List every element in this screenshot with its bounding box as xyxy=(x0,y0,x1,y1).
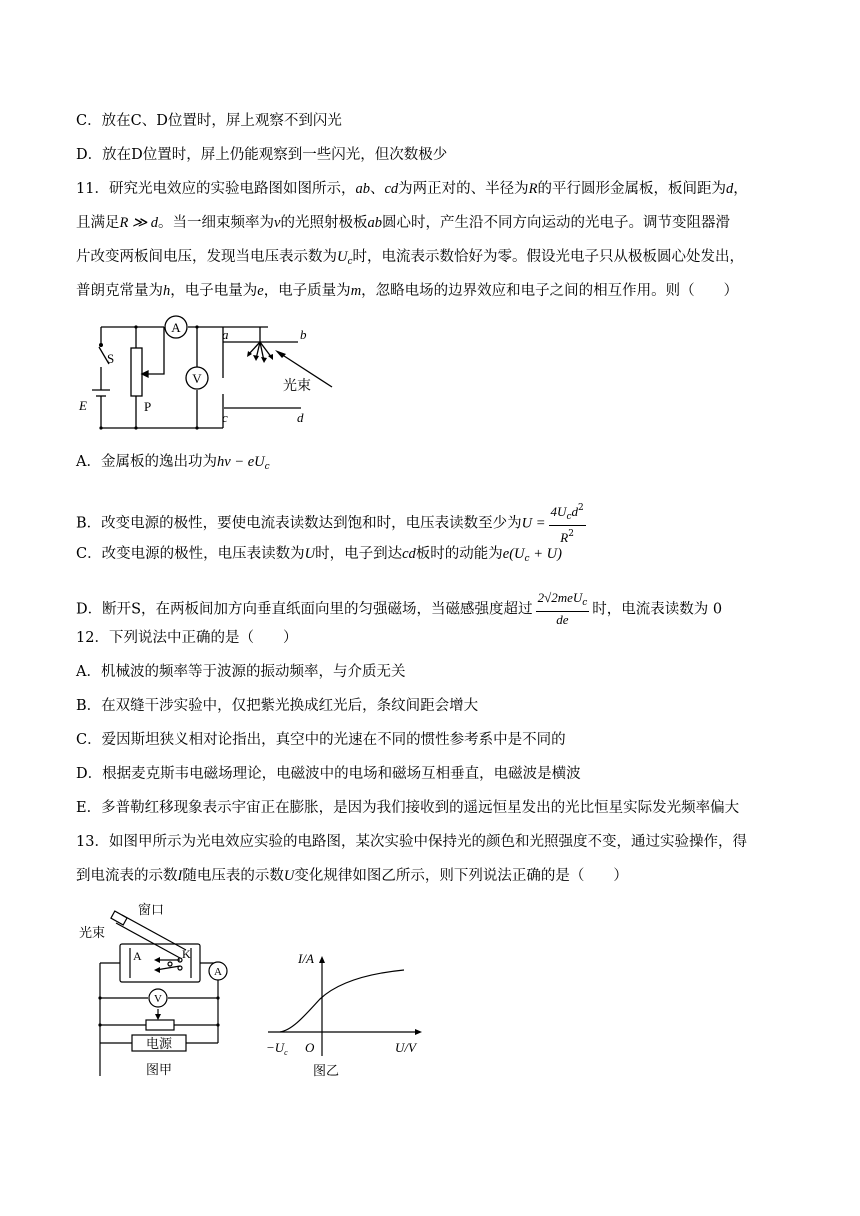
q11-stem-line2: 且满足R ≫ d。当一细束频率为ν的光照射极板ab圆心时，产生沿不同方向运动的光电子。调节变阻器滑 xyxy=(76,215,730,231)
q13-iv-graph xyxy=(258,944,428,1084)
y-axis-label: I/A xyxy=(298,951,314,966)
q11-option-d: D．断开S，在两板间加方向垂直纸面向里的匀强磁场，当磁感强度超过 $\frac{2√2meU_c}{de}$ 时，电流表读数为 0 xyxy=(76,590,723,627)
plate-b-label: b xyxy=(300,327,307,342)
voltmeter-label: V xyxy=(154,993,162,1005)
figure-a-caption: 图甲 xyxy=(145,1062,173,1077)
q11-option-c: C．改变电源的极性，电压表读数为U时，电子到达cd板时的动能为$e(U_c + U)$ xyxy=(76,546,562,564)
q11-option-b: B．改变电源的极性，要使电流表读数达到饱和时，电压表读数至少为U = $\frac{4U_cd^2}{R^2}$ xyxy=(76,500,589,547)
q13-stem-line2: 到电流表的示数I随电压表的示数U变化规律如图乙所示，则下列说法正确的是（ ） xyxy=(76,868,628,884)
q12-option-b: B．在双缝干涉实验中，仅把紫光换成红光后，条纹间距会增大 xyxy=(76,698,479,714)
beam-label: 光束 xyxy=(79,925,106,940)
source-label: E xyxy=(79,398,87,413)
q13-stem-line1: 13．如图甲所示为光电效应实验的电路图，某次实验中保持光的颜色和光照强度不变，通过实验操作，得 xyxy=(76,834,747,850)
window-label: 窗口 xyxy=(138,902,165,917)
stopping-voltage-label: $-U_c$ xyxy=(266,1040,288,1057)
power-label: 电源 xyxy=(145,1036,173,1051)
light-beam-label: 光束 xyxy=(283,379,311,394)
q12-option-a: A．机械波的频率等于波源的振动频率，与介质无关 xyxy=(76,664,406,680)
q11-stem-line3: 片改变两板间电压，发现当电压表示数为$U_c$时，电流表示数恰好为零。假设光电子只从极板圆心处发出， xyxy=(76,249,745,267)
cathode-label: K xyxy=(182,947,191,961)
plate-c-label: c xyxy=(222,410,228,425)
origin-label: O xyxy=(305,1040,315,1055)
q12-option-c: C．爱因斯坦狭义相对论指出，真空中的光速在不同的惯性参考系中是不同的 xyxy=(76,732,566,748)
q13-circuit-diagram xyxy=(76,898,236,1083)
plate-a-label: a xyxy=(222,327,229,342)
ammeter-label: A xyxy=(214,966,222,978)
q11-option-a: A．金属板的逸出功为$h\nu - eU_c$ xyxy=(76,454,270,472)
rheostat-label: P xyxy=(144,399,152,414)
q10-option-c: C．放在C、D位置时，屏上观察不到闪光 xyxy=(76,113,342,129)
q12-option-d: D．根据麦克斯韦电磁场理论，电磁波中的电场和磁场互相垂直，电磁波是横波 xyxy=(76,766,581,782)
voltmeter-label: V xyxy=(192,371,202,386)
q11-circuit-diagram xyxy=(76,312,356,437)
ammeter-label: A xyxy=(171,320,181,335)
figure-b-caption: 图乙 xyxy=(312,1063,340,1078)
plate-d-label: d xyxy=(297,410,304,425)
q11-stem-line4: 普朗克常量为h，电子电量为e，电子质量为m，忽略电场的边界效应和电子之间的相互作用。则（ ） xyxy=(76,283,739,299)
anode-label: A xyxy=(133,949,142,963)
q10-option-d: D．放在D位置时，屏上仍能观察到一些闪光，但次数极少 xyxy=(76,147,448,163)
q11-stem-line1: 11．研究光电效应的实验电路图如图所示，ab、cd为两正对的、半径为R的平行圆形金属板，板间距为d， xyxy=(76,181,748,197)
x-axis-label: U/V xyxy=(395,1040,416,1055)
q12-stem: 12．下列说法中正确的是（ ） xyxy=(76,630,298,646)
switch-label: S xyxy=(107,351,115,366)
q12-option-e: E．多普勒红移现象表示宇宙正在膨胀，是因为我们接收到的遥远恒星发出的光比恒星实际发光频率偏大 xyxy=(76,800,740,816)
